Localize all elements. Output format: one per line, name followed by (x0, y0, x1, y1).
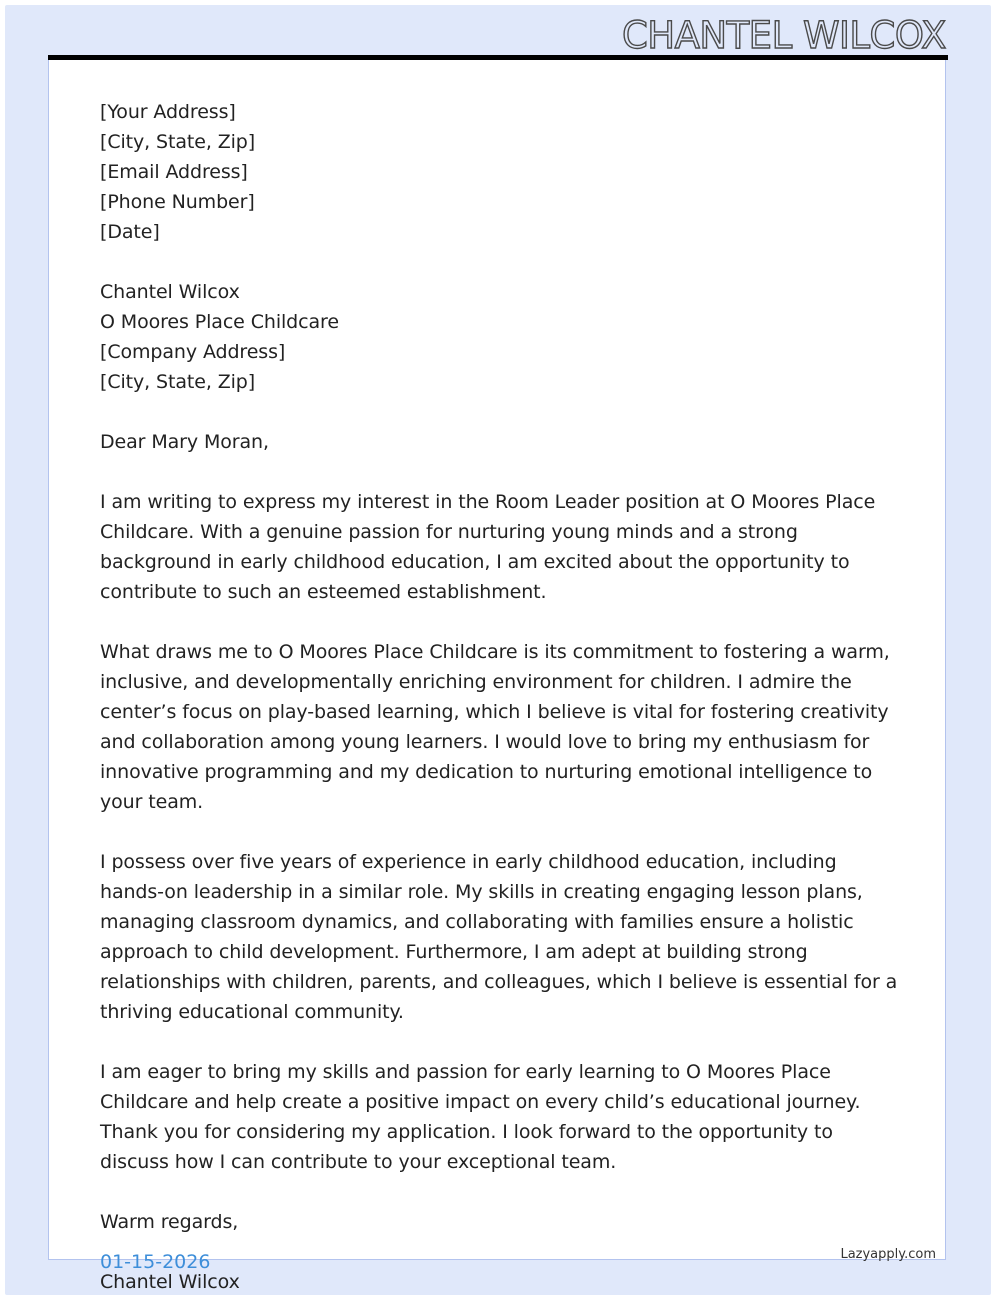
recipient-name: Chantel Wilcox (100, 281, 240, 303)
sender-email: [Email Address] (100, 161, 248, 183)
paragraph-intro: I am writing to express my interest in the Room Leader position at O Moores Place Childcare. With a genuine passion for nurturing young minds and a strong background in early childhood education, I am excited about the opportunity to contribute to such an esteemed establishment. (100, 491, 876, 603)
salutation: Dear Mary Moran, (100, 431, 269, 453)
recipient-block (100, 277, 900, 397)
recipient-company: O Moores Place Childcare (100, 311, 339, 333)
paragraph-motivation: What draws me to O Moores Place Childcare is its commitment to fostering a warm, inclusive, and developmentally enriching environment for children. I admire the center’s focus on play-based learning, which I believe is vital for fostering creativity and collaboration among young learners. I would love to bring my enthusiasm for innovative programming and my dedication to nurturing emotional intelligence to your team. (100, 641, 890, 813)
sender-date: [Date] (100, 221, 160, 243)
header-name: CHANTEL WILCOX (621, 14, 946, 57)
sender-block (100, 97, 900, 247)
paragraph-closing: I am eager to bring my skills and passion for early learning to O Moores Place Childcare and help create a positive impact on every child’s educational journey. Thank you for considering my application. I look forward to the opportunity to discuss how I can contribute to your exceptional team. (100, 1061, 861, 1173)
signature-name: Chantel Wilcox (100, 1271, 240, 1293)
watermark-text: Lazyapply.com (840, 1247, 936, 1262)
sender-address: [Your Address] (100, 101, 236, 123)
sender-phone: [Phone Number] (100, 191, 255, 213)
recipient-company-address: [Company Address] (100, 341, 286, 363)
sender-city-state-zip: [City, State, Zip] (100, 131, 256, 153)
letter-body (100, 97, 900, 1297)
recipient-city-state-zip: [City, State, Zip] (100, 371, 256, 393)
closing-phrase: Warm regards, (100, 1211, 239, 1233)
footer-date: 01-15-2026 (100, 1251, 211, 1273)
paragraph-experience: I possess over five years of experience in early childhood education, including hands-on leadership in a similar role. My skills in creating engaging lesson plans, managing classroom dynamics, and collaborating with families ensure a holistic approach to child development. Furthermore, I am adept at building strong relationships with children, parents, and colleagues, which I believe is essential for a thriving educational community. (100, 851, 898, 1023)
